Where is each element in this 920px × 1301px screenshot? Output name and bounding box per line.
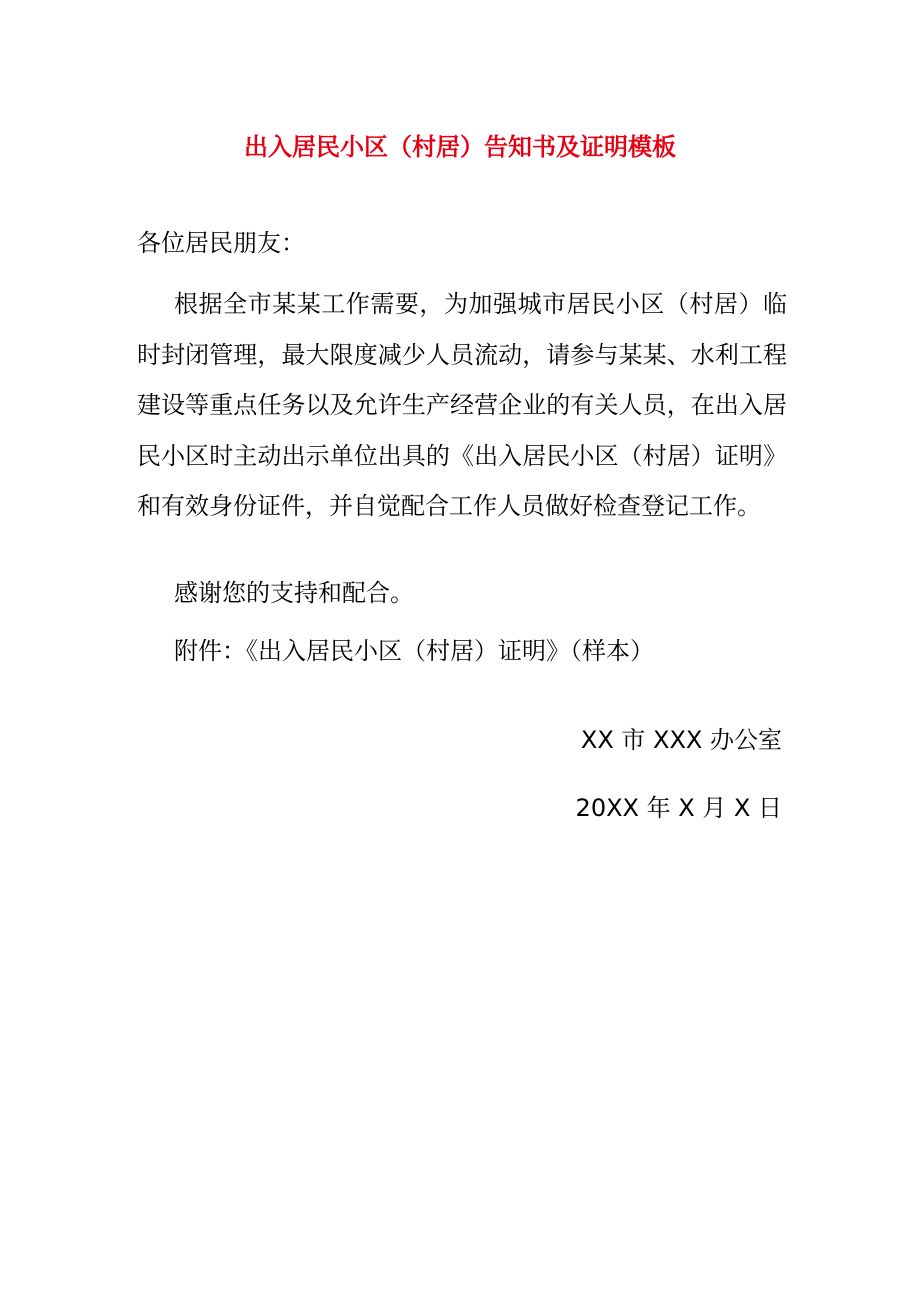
main-paragraph: 根据全市某某工作需要，为加强城市居民小区（村居）临时封闭管理，最大限度减少人员流动，请参与某某、水利工程建设等重点任务以及允许生产经营企业的有关人员，在出入居民小区时主动出示单位出具的《出入居民小区（村居）证明》和有效身份证件，并自觉配合工作人员做好检查登记工作。 (137, 290, 787, 520)
signature-office: XX 市 XXX 办公室 (580, 726, 782, 754)
document-title: 出入居民小区（村居）告知书及证明模板 (244, 133, 676, 161)
attachment-line: 附件：《出入居民小区（村居）证明》（样本） (174, 637, 654, 665)
thanks-line: 感谢您的支持和配合。 (174, 579, 414, 607)
signature-date: 20XX 年 X 月 X 日 (575, 794, 782, 822)
greeting: 各位居民朋友： (137, 229, 305, 257)
